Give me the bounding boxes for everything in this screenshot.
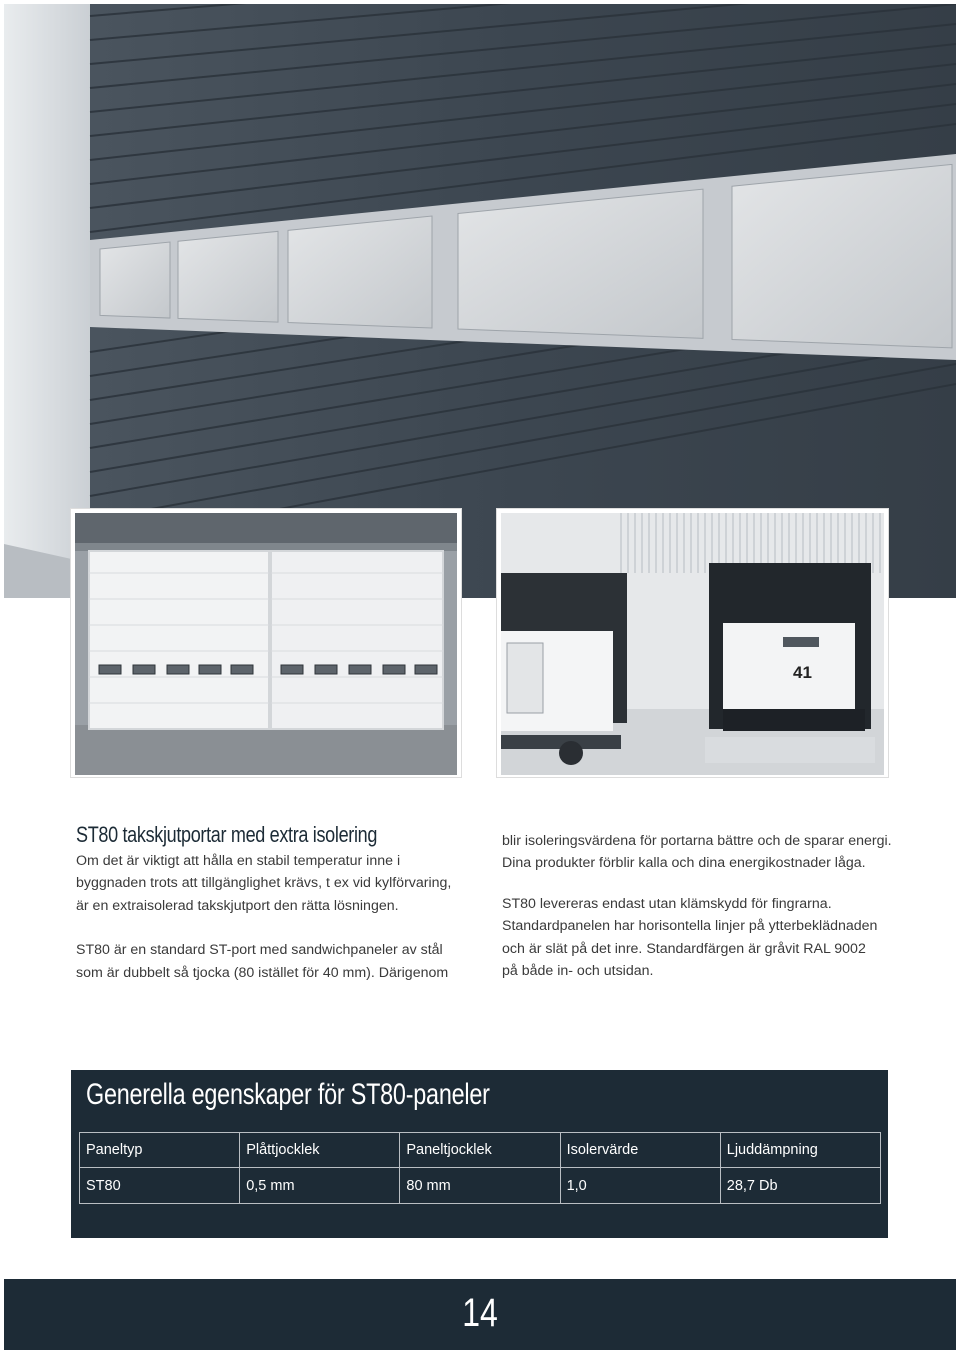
door-window-pane xyxy=(732,164,952,347)
properties-title: Generella egenskaper för ST80-paneler xyxy=(86,1078,490,1111)
table-cell: ST80 xyxy=(80,1168,240,1204)
table-header-cell: Paneltyp xyxy=(80,1133,240,1168)
door-window-pane xyxy=(100,242,170,318)
white-door-window xyxy=(133,665,155,674)
table-cell: 80 mm xyxy=(400,1168,560,1204)
white-door-window xyxy=(231,665,253,674)
text-line: som är dubbelt så tjocka (80 istället för 40 mm). Därigenom xyxy=(76,964,449,981)
article-heading: ST80 takskjutportar med extra isolering xyxy=(76,822,378,847)
table-header-cell: Ljuddämpning xyxy=(720,1133,880,1168)
table-cell: 0,5 mm xyxy=(240,1168,400,1204)
white-door-window xyxy=(167,665,189,674)
white-door-window xyxy=(99,665,121,674)
white-door-window xyxy=(349,665,371,674)
white-door-window xyxy=(281,665,303,674)
article-left-column xyxy=(76,850,461,984)
text-line: byggnaden trots att tillgänglighet krävs, t ex vid kylförvaring, xyxy=(76,875,452,892)
table-cell: 28,7 Db xyxy=(720,1168,880,1204)
text-line: ST80 levereras endast utan klämskydd för fingrarna. xyxy=(502,895,832,912)
white-door-window xyxy=(383,665,405,674)
white-door-window xyxy=(199,665,221,674)
text-line: Om det är viktigt att hålla en stabil temperatur inne i xyxy=(76,853,401,869)
white-door-window xyxy=(315,665,337,674)
page-footer xyxy=(4,1279,956,1350)
text-line: på både in- och utsidan. xyxy=(502,963,654,980)
table-row xyxy=(80,1168,881,1204)
table-cell: 1,0 xyxy=(560,1168,720,1204)
white-door-window xyxy=(415,665,437,674)
properties-box xyxy=(71,1070,888,1238)
table-header-cell: Isolervärde xyxy=(560,1133,720,1168)
door-window-pane xyxy=(458,189,703,338)
text-line: är en extraisolerad takskjutport den rätta lösningen. xyxy=(76,897,399,914)
dock-number-label: 41 xyxy=(793,663,812,682)
table-header-row xyxy=(80,1133,881,1168)
properties-table xyxy=(79,1132,881,1204)
text-line: blir isoleringsvärdena för portarna bättre och de sparar energi. xyxy=(502,833,892,849)
text-line: ST80 är en standard ST-port med sandwichpaneler av stål xyxy=(76,942,443,959)
article-right-column xyxy=(502,830,892,982)
photo-loading-docks xyxy=(497,509,888,777)
loading-dock-illustration xyxy=(501,513,884,775)
photo-white-doors xyxy=(71,509,461,777)
text-line: Dina produkter förblir kalla och dina energikostnader låga. xyxy=(502,855,866,872)
text-line: och är slät på det inre. Standardfärgen är gråvit RAL 9002 xyxy=(502,940,866,957)
door-window-pane xyxy=(288,216,432,328)
page-number: 14 xyxy=(462,1291,498,1335)
door-window-pane xyxy=(178,231,278,322)
table-header-cell: Plåttjocklek xyxy=(240,1133,400,1168)
table-header-cell: Paneltjocklek xyxy=(400,1133,560,1168)
text-line: Standardpanelen har horisontella linjer på ytterbeklädnaden xyxy=(502,918,878,935)
white-doors-illustration xyxy=(75,513,457,775)
